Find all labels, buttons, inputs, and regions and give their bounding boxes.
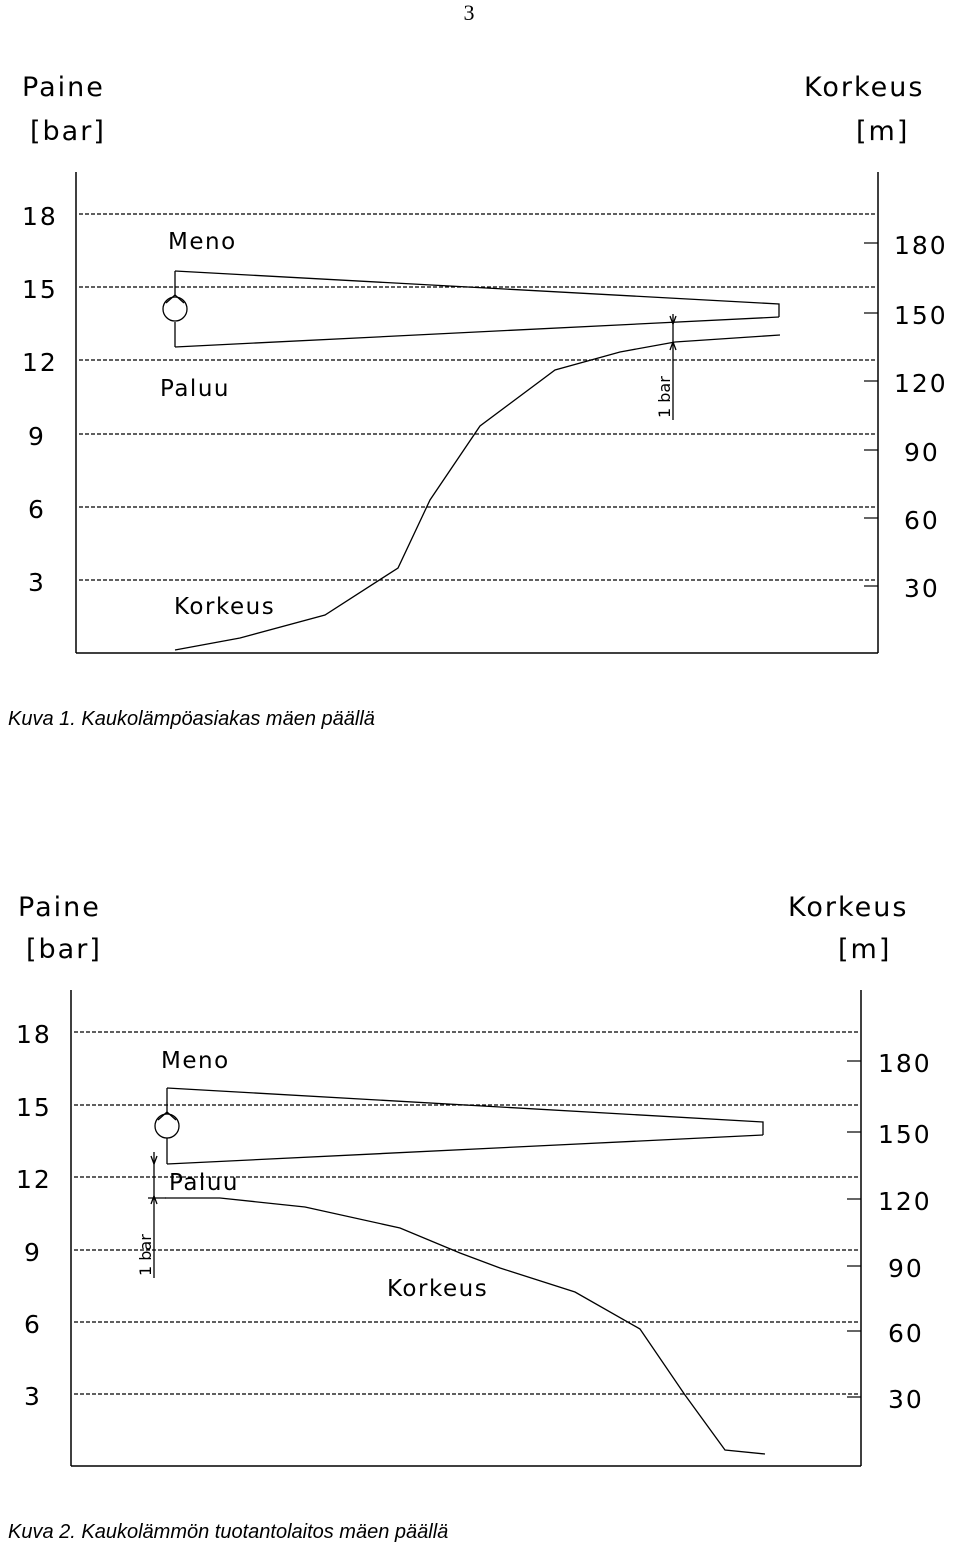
right-axis-unit: [m]: [838, 934, 892, 965]
supply-label: Meno: [168, 229, 237, 255]
left-tick-label: 6: [28, 495, 46, 524]
left-axis-unit: [bar]: [26, 934, 102, 965]
left-axis-title: Paine: [22, 72, 105, 103]
return-pressure-line: [175, 317, 779, 347]
left-tick-label: 15: [16, 1093, 52, 1122]
height-profile-line: [165, 1198, 765, 1454]
left-tick-label: 12: [16, 1165, 52, 1194]
return-pressure-line: [167, 1135, 763, 1164]
left-tick-label: 12: [22, 348, 58, 377]
right-tick-label: 30: [904, 574, 940, 603]
left-tick-label: 9: [28, 422, 46, 451]
pump-icon: [155, 1114, 179, 1138]
supply-pressure-line: [167, 1088, 763, 1135]
right-tick-label: 180: [894, 231, 948, 260]
return-label: Paluu: [160, 376, 230, 402]
right-tick-label: 90: [888, 1254, 924, 1283]
height-label: Korkeus: [387, 1276, 489, 1302]
right-axis-title: Korkeus: [788, 892, 909, 923]
right-tick-label: 120: [894, 369, 948, 398]
supply-label: Meno: [161, 1048, 230, 1074]
pump-icon: [163, 297, 187, 321]
left-tick-label: 18: [16, 1020, 52, 1049]
dimension-label: 1 bar: [655, 376, 674, 418]
right-axis-unit: [m]: [856, 116, 910, 147]
supply-pressure-line: [175, 271, 779, 317]
left-tick-label: 9: [24, 1238, 42, 1267]
figure-2-caption: Kuva 2. Kaukolämmön tuotantolaitos mäen päällä: [8, 1521, 449, 1543]
return-label: Paluu: [169, 1170, 239, 1196]
dimension-label: 1 bar: [136, 1234, 155, 1276]
left-tick-label: 3: [24, 1382, 42, 1411]
left-tick-label: 3: [28, 568, 46, 597]
left-tick-label: 6: [24, 1310, 42, 1339]
left-tick-label: 15: [22, 275, 58, 304]
right-tick-label: 120: [878, 1187, 932, 1216]
page-number: 3: [463, 0, 475, 25]
right-tick-label: 150: [894, 301, 948, 330]
right-tick-label: 30: [888, 1385, 924, 1414]
figure-2-pressure-diagram: [0, 870, 960, 1480]
right-tick-label: 60: [888, 1319, 924, 1348]
height-label: Korkeus: [174, 594, 276, 620]
figure-1-caption: Kuva 1. Kaukolämpöasiakas mäen päällä: [8, 708, 375, 730]
right-tick-label: 90: [904, 438, 940, 467]
left-tick-label: 18: [22, 202, 58, 231]
right-tick-label: 60: [904, 506, 940, 535]
right-tick-label: 180: [878, 1049, 932, 1078]
left-axis-unit: [bar]: [30, 116, 106, 147]
right-tick-label: 150: [878, 1120, 932, 1149]
left-axis-title: Paine: [18, 892, 101, 923]
right-axis-title: Korkeus: [804, 72, 925, 103]
figure-1-pressure-diagram: [0, 50, 960, 660]
